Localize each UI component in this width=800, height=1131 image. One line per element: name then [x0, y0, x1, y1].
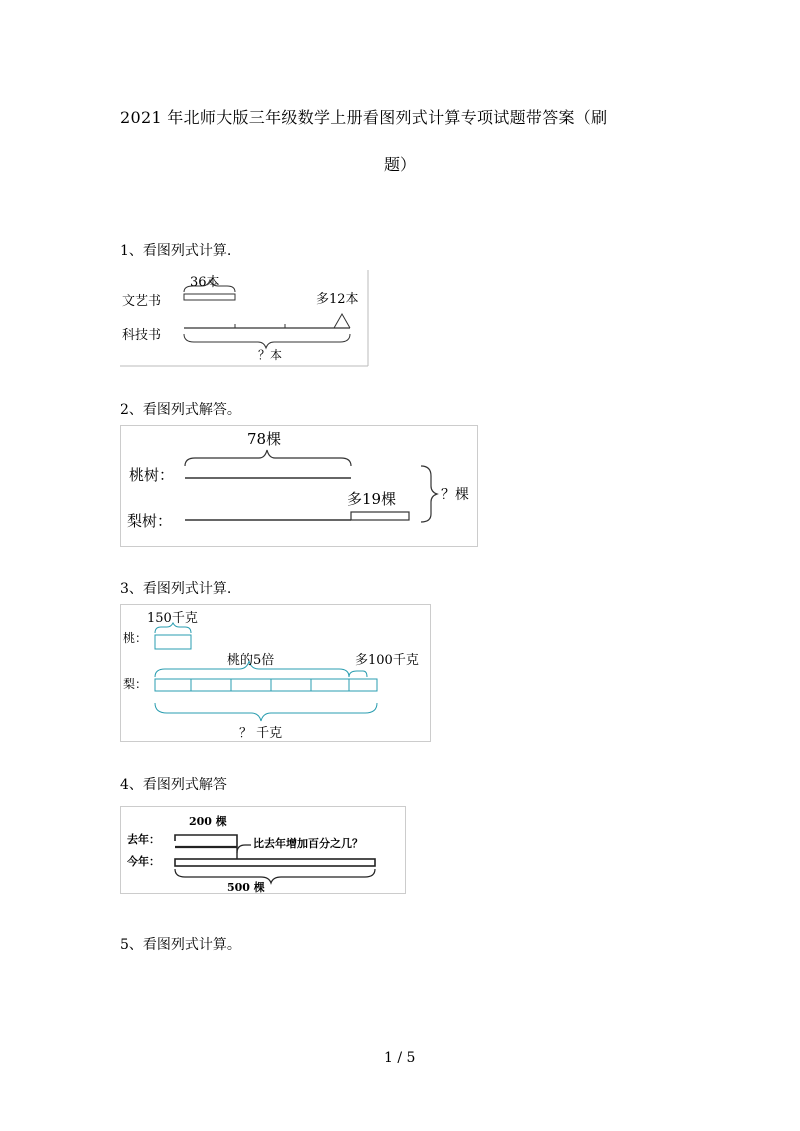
- label-more: 多100千克: [355, 653, 419, 668]
- label-question: 比去年增加百分之几？: [253, 837, 363, 850]
- label-more: 多19棵: [347, 490, 397, 508]
- question-1-diagram: [118, 268, 370, 368]
- label-row1: 桃树：: [129, 466, 175, 484]
- question-2-prompt: 2、看图列式解答。: [120, 402, 241, 418]
- label-row1: 桃：: [123, 631, 148, 645]
- brace-right: [421, 466, 437, 522]
- question-2-diagram-lines: [121, 426, 479, 548]
- more-marker: [334, 314, 350, 328]
- question-1-prompt: 1、看图列式计算.: [120, 243, 232, 259]
- brace-more: [349, 671, 367, 677]
- question-3-prompt: 3、看图列式计算.: [120, 581, 232, 597]
- question-4-diagram: [120, 806, 406, 894]
- question-4-prompt: 4、看图列式解答: [120, 777, 227, 793]
- question-5-prompt: 5、看图列式计算。: [120, 937, 241, 953]
- question-2-diagram: [120, 425, 478, 547]
- brace-question: [237, 845, 251, 853]
- document-title-line2: 题）: [384, 155, 417, 174]
- brace-bottom: [155, 703, 377, 721]
- bar-row2: [155, 679, 377, 691]
- document-title-line1: 2021 年北师大版三年级数学上册看图列式计算专项试题带答案（刷: [120, 108, 608, 127]
- question-3-diagram: [120, 604, 431, 742]
- label-row2: 今年：: [127, 855, 160, 868]
- label-unknown: ？ 千克: [239, 726, 283, 741]
- label-unknown: ？本: [258, 348, 283, 362]
- label-unknown: ？棵: [441, 487, 469, 503]
- bar-row2: [175, 859, 375, 866]
- label-top-count: 78棵: [247, 430, 282, 448]
- bar-row1: [184, 294, 235, 300]
- label-multiple: 桃的5倍: [227, 653, 275, 668]
- question-1-diagram-lines: [118, 268, 370, 368]
- label-row2: 梨：: [123, 677, 148, 691]
- bar-row2-extra: [351, 512, 409, 520]
- label-top-count: 200 棵: [189, 815, 227, 828]
- label-row2: 梨树：: [127, 512, 173, 530]
- page-number: 1 / 5: [384, 1050, 416, 1066]
- label-row1: 文艺书: [122, 294, 162, 309]
- label-row1: 去年：: [127, 833, 160, 846]
- brace-top: [175, 835, 237, 847]
- brace-top: [185, 450, 351, 466]
- brace-bottom: [175, 869, 375, 883]
- label-more: 多12本: [316, 292, 359, 307]
- label-top-count: 36本: [190, 275, 220, 290]
- bar-row1: [155, 635, 191, 649]
- label-row2: 科技书: [122, 328, 162, 343]
- label-total: 500 棵: [227, 881, 265, 894]
- label-top-count: 150千克: [147, 611, 198, 626]
